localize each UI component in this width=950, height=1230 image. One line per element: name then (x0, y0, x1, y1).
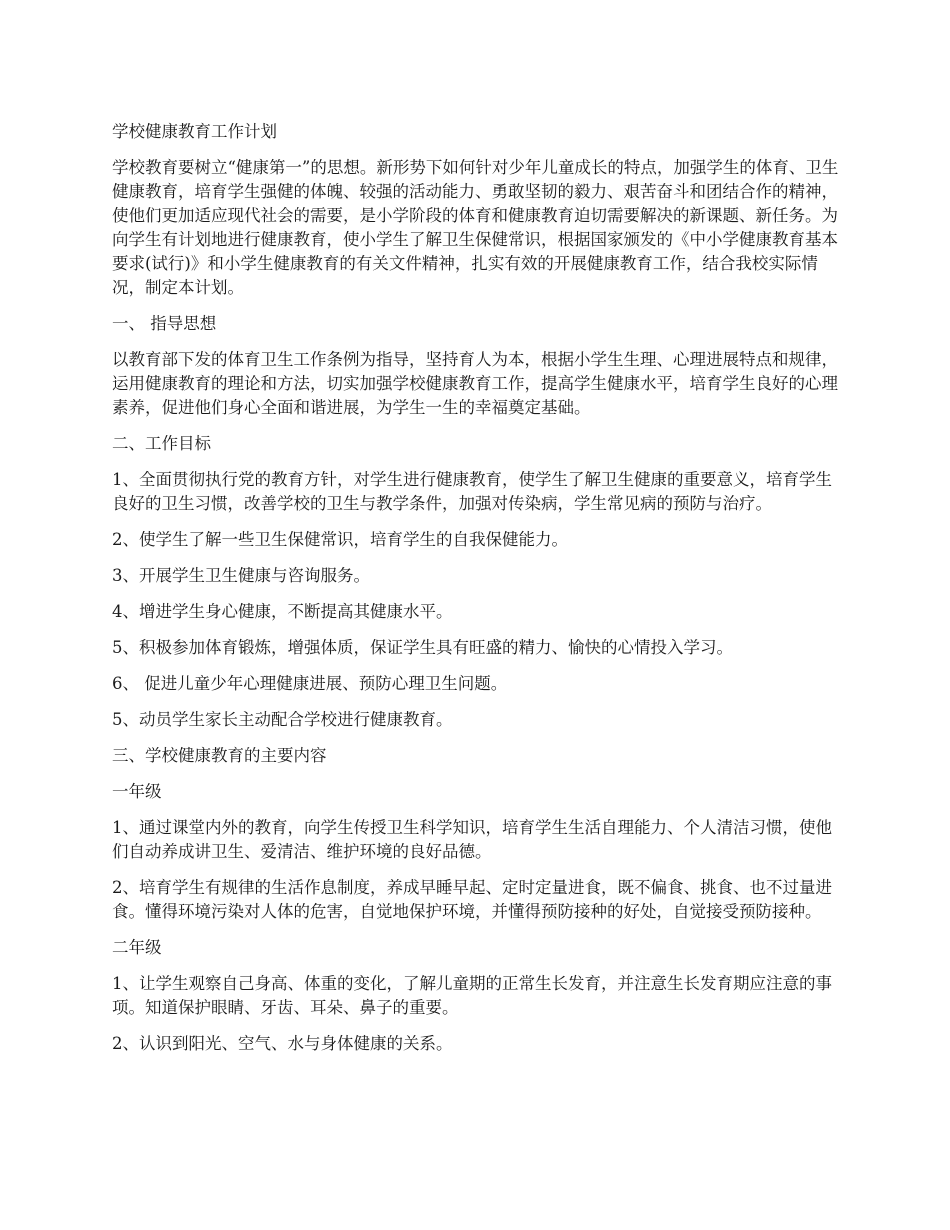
section-heading: 三、学校健康教育的主要内容 (112, 746, 327, 765)
document-body (112, 156, 840, 1056)
section-heading: 二年级 (112, 938, 162, 957)
body-paragraph: 2、使学生了解一些卫生保健常识，培育学生的自我保健能力。 (112, 530, 568, 549)
body-paragraph: 3、开展学生卫生健康与咨询服务。 (112, 566, 370, 585)
body-paragraph: 2、认识到阳光、空气、水与身体健康的关系。 (112, 1034, 453, 1053)
section-heading: 一、 指导思想 (112, 314, 217, 333)
body-paragraph: 学校教育要树立“健康第一”的思想。新形势下如何针对少年儿童成长的特点，加强学生的体育、卫生健康教育，培育学生强健的体魄、较强的活动能力、勇敢坚韧的毅力、艰苦奋斗和团结合作的精神，使他们更加适应现代社会的需要，是小学阶段的体育和健康教育迫切需要解决的新课题、新任务。为向学生有计划地进行健康教育，使小学生了解卫生保健常识，根据国家颁发的《中小学健康教育基本要求(试行)》和小学生健康教育的有关文件精神，扎实有效的开展健康教育工作，结合我校实际情况，制定本计划。 (112, 158, 839, 297)
section-heading: 二、工作目标 (112, 434, 211, 453)
body-paragraph: 5、积极参加体育锻炼，增强体质，保证学生具有旺盛的精力、愉快的心情投入学习。 (112, 638, 733, 657)
body-paragraph: 以教育部下发的体育卫生工作条例为指导，坚持育人为本，根据小学生生理、心理进展特点和规律，运用健康教育的理论和方法，切实加强学校健康教育工作，提高学生健康水平，培育学生良好的心理素养，促进他们身心全面和谐进展，为学生一生的幸福奠定基础。 (112, 350, 838, 417)
body-paragraph: 1、全面贯彻执行党的教育方针，对学生进行健康教育，使学生了解卫生健康的重要意义，培育学生良好的卫生习惯，改善学校的卫生与教学条件，加强对传染病，学生常见病的预防与治疗。 (112, 470, 832, 513)
document-title: 学校健康教育工作计划 (112, 122, 277, 141)
body-paragraph: 1、通过课堂内外的教育，向学生传授卫生科学知识，培育学生生活自理能力、个人清洁习惯，使他们自动养成讲卫生、爱清洁、维护环境的良好品德。 (112, 818, 832, 861)
document-page (112, 120, 840, 1068)
body-paragraph: 6、 促进儿童少年心理健康进展、预防心理卫生问题。 (112, 674, 508, 693)
body-paragraph: 5、动员学生家长主动配合学校进行健康教育。 (112, 710, 453, 729)
body-paragraph: 4、增进学生身心健康，不断提高其健康水平。 (112, 602, 453, 621)
section-heading: 一年级 (112, 782, 162, 801)
body-paragraph: 1、让学生观察自己身高、体重的变化，了解儿童期的正常生长发育，并注意生长发育期应注意的事项。知道保护眼睛、牙齿、耳朵、鼻子的重要。 (112, 974, 832, 1017)
body-paragraph: 2、培育学生有规律的生活作息制度，养成早睡早起、定时定量进食，既不偏食、挑食、也不过量进食。懂得环境污染对人体的危害，自觉地保护环境，并懂得预防接种的好处，自觉接受预防接种。 (112, 878, 832, 921)
